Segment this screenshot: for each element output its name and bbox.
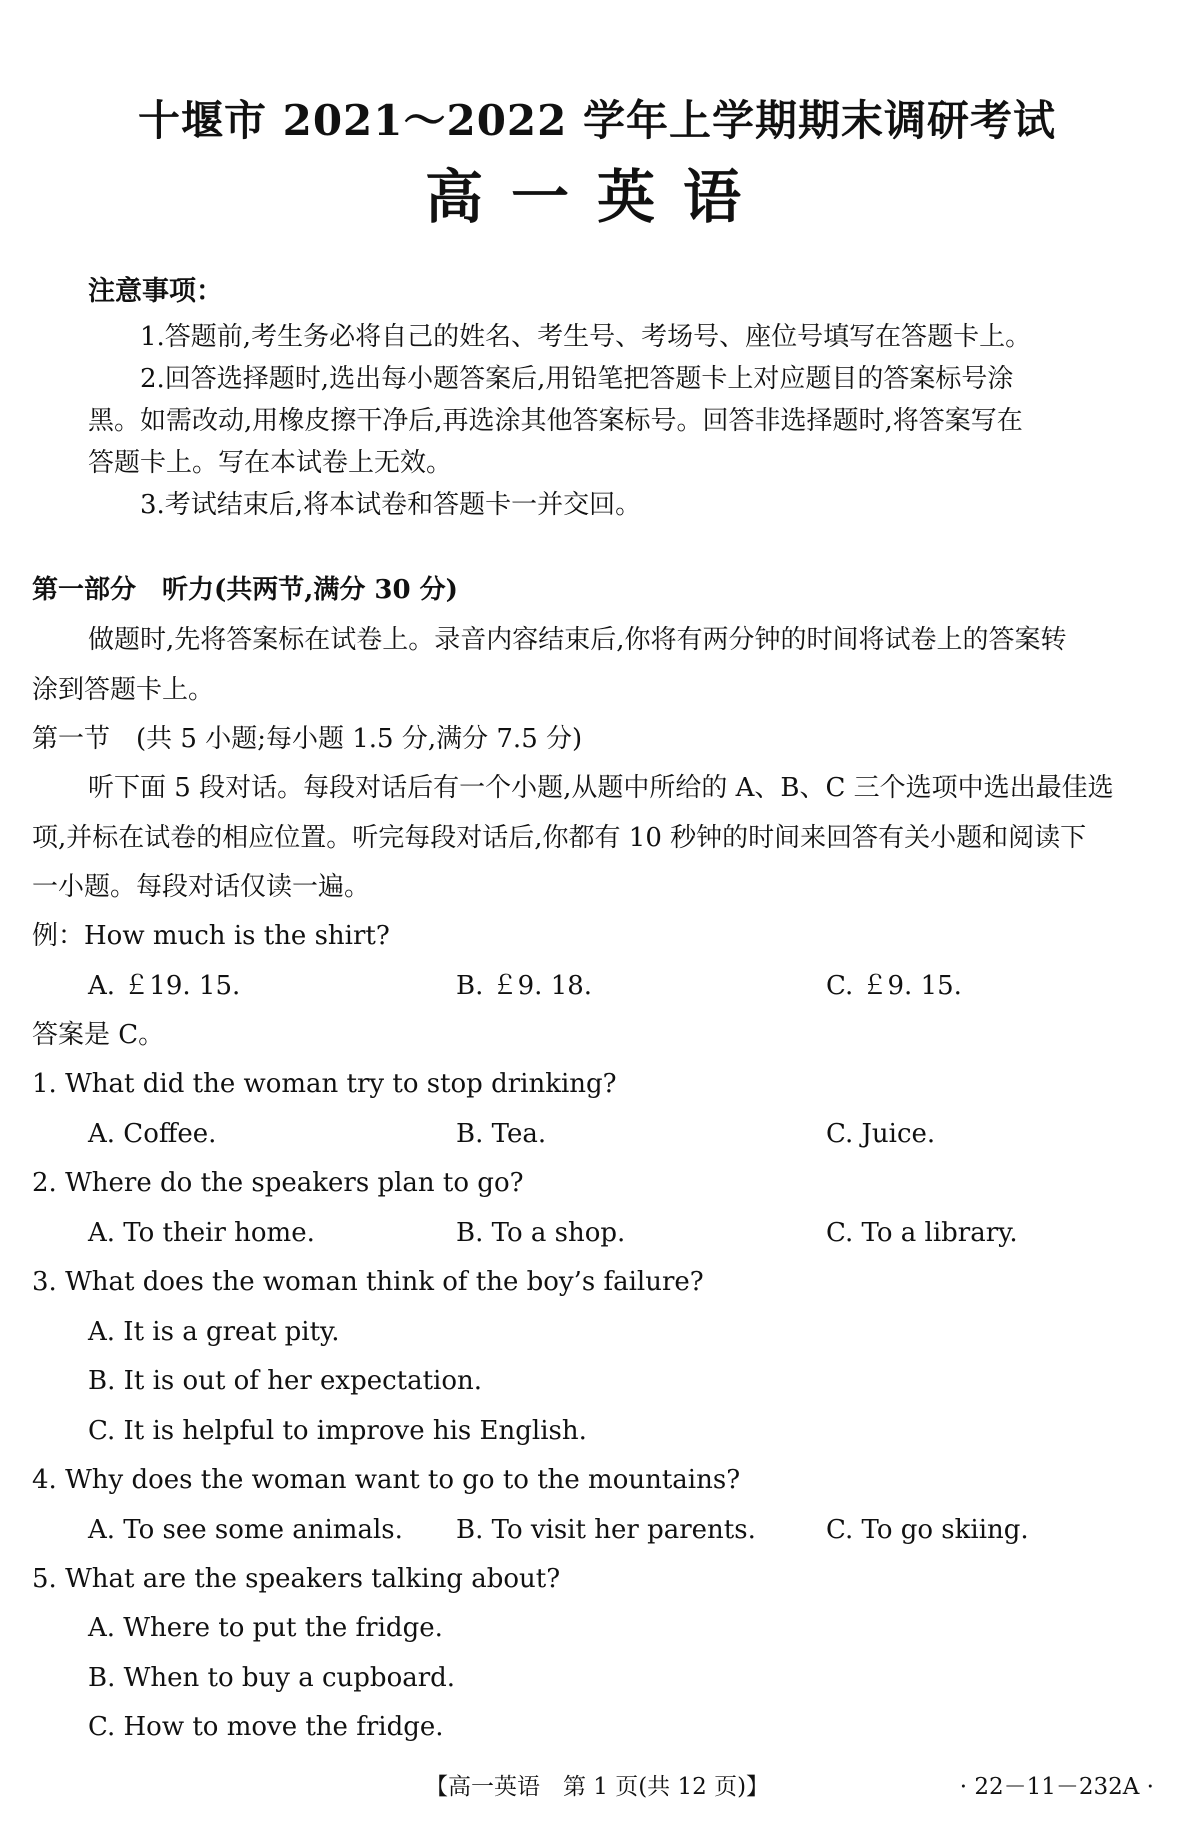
q2-option-b: B. To a shop. xyxy=(456,1218,626,1248)
notice-line: 2.回答选择题时,选出每小题答案后,用铅笔把答题卡上对应题目的答案标号涂 xyxy=(140,364,1014,394)
section1-instructions: 一小题。每段对话仅读一遍。 xyxy=(32,872,371,902)
q3-option-a: A. It is a great pity. xyxy=(88,1317,340,1347)
q5-option-b: B. When to buy a cupboard. xyxy=(88,1663,456,1693)
q4-option-b: B. To visit her parents. xyxy=(456,1515,756,1545)
notice-line: 1.答题前,考生务必将自己的姓名、考生号、考场号、座位号填写在答题卡上。 xyxy=(140,322,1032,352)
notice-line: 黑。如需改动,用橡皮擦干净后,再选涂其他答案标号。回答非选择题时,将答案写在 xyxy=(88,406,1023,436)
question-4: 4. Why does the woman want to go to the mountains? xyxy=(32,1465,741,1495)
q4-option-a: A. To see some animals. xyxy=(88,1515,403,1545)
q2-option-a: A. To their home. xyxy=(88,1218,315,1248)
q1-option-b: B. Tea. xyxy=(456,1119,547,1149)
q3-option-b: B. It is out of her expectation. xyxy=(88,1366,483,1396)
exam-title: 十堰市 2021～2022 学年上学期期末调研考试 xyxy=(137,96,1057,145)
q5-option-a: A. Where to put the fridge. xyxy=(88,1613,443,1643)
q2-option-c: C. To a library. xyxy=(826,1218,1018,1248)
subject-title: 高一英语 xyxy=(424,163,769,231)
part1-intro: 涂到答题卡上。 xyxy=(32,675,215,705)
example-question: 例：How much is the shirt? xyxy=(32,921,390,951)
example-option-c: C. ￡9. 15. xyxy=(826,971,962,1001)
question-5: 5. What are the speakers talking about? xyxy=(32,1564,561,1594)
example-option-a: A. ￡19. 15. xyxy=(88,971,241,1001)
q1-option-c: C. Juice. xyxy=(826,1119,936,1149)
notice-line: 3.考试结束后,将本试卷和答题卡一并交回。 xyxy=(140,490,642,520)
notice-heading: 注意事项： xyxy=(88,276,223,307)
q5-option-c: C. How to move the fridge. xyxy=(88,1712,444,1742)
section1-heading: 第一节 (共 5 小题;每小题 1.5 分,满分 7.5 分) xyxy=(32,724,583,754)
example-answer: 答案是 C。 xyxy=(32,1020,165,1050)
page-footer-code: · 22－11－232A · xyxy=(959,1774,1154,1800)
section1-instructions: 听下面 5 段对话。每段对话后有一个小题,从题中所给的 A、B、C 三个选项中选出最佳选 xyxy=(88,773,1114,803)
part1-intro: 做题时,先将答案标在试卷上。录音内容结束后,你将有两分钟的时间将试卷上的答案转 xyxy=(88,625,1067,655)
question-3: 3. What does the woman think of the boy’s failure? xyxy=(32,1267,704,1297)
section1-instructions: 项,并标在试卷的相应位置。听完每段对话后,你都有 10 秒钟的时间来回答有关小题和阅读下 xyxy=(32,823,1087,853)
example-option-b: B. ￡9. 18. xyxy=(456,971,593,1001)
question-1: 1. What did the woman try to stop drinking? xyxy=(32,1069,617,1099)
question-2: 2. Where do the speakers plan to go? xyxy=(32,1168,524,1198)
notice-line: 答题卡上。写在本试卷上无效。 xyxy=(88,448,453,478)
part1-heading: 第一部分 听力(共两节,满分 30 分) xyxy=(32,575,458,605)
q4-option-c: C. To go skiing. xyxy=(826,1515,1029,1545)
q3-option-c: C. It is helpful to improve his English. xyxy=(88,1416,587,1446)
page-footer-label: 【高一英语 第 1 页(共 12 页)】 xyxy=(424,1774,770,1800)
q1-option-a: A. Coffee. xyxy=(88,1119,217,1149)
